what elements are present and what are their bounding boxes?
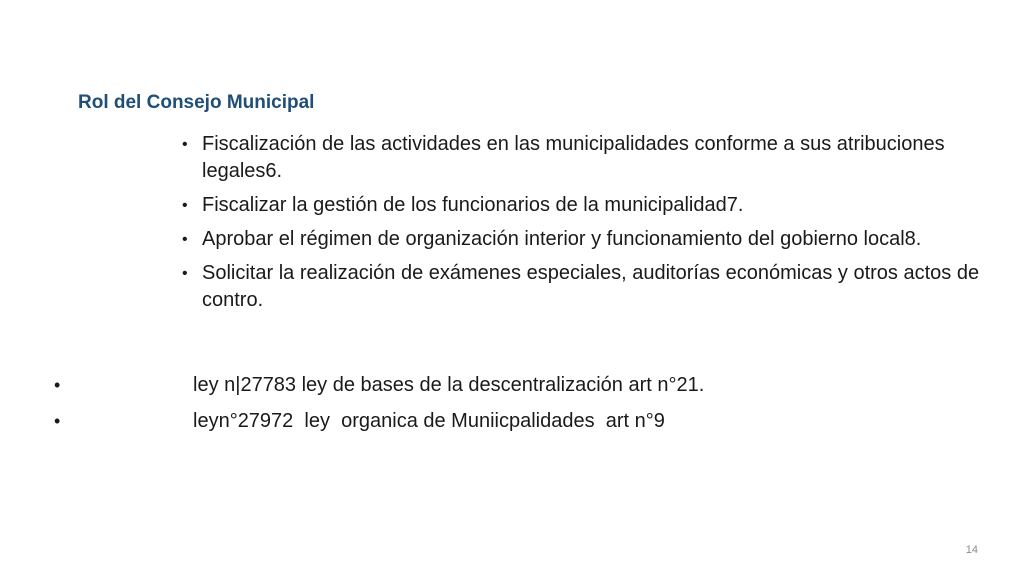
sub-bullet-list (180, 131, 980, 321)
list-item (180, 131, 980, 185)
bullet-icon: • (54, 375, 61, 395)
list-item (180, 226, 980, 253)
list-item-text: Fiscalización de las actividades en las municipalidades conforme a sus atribuciones legales6. (202, 133, 945, 182)
main-bullet-list (54, 372, 954, 444)
list-item (54, 372, 954, 402)
slide-title: Rol del Consejo Municipal (78, 92, 315, 113)
list-item-text: leyn°27972 ley organica de Muniicpalidades art n°9 (193, 410, 665, 432)
bullet-icon: • (182, 197, 188, 214)
list-item-text: ley n|27783 ley de bases de la descentralización art n°21. (193, 374, 705, 396)
page-number: 14 (965, 544, 978, 556)
list-item-text: Aprobar el régimen de organización interior y funcionamiento del gobierno local8. (202, 228, 922, 250)
list-item (54, 408, 954, 438)
bullet-icon: • (182, 231, 188, 248)
list-item (180, 260, 980, 314)
bullet-icon: • (182, 136, 188, 153)
bullet-icon: • (182, 265, 188, 282)
list-item (180, 192, 980, 219)
bullet-icon: • (54, 411, 61, 431)
list-item-text: Solicitar la realización de exámenes especiales, auditorías económicas y otros actos de contro. (202, 262, 980, 311)
list-item-text: Fiscalizar la gestión de los funcionarios de la municipalidad7. (202, 194, 744, 216)
